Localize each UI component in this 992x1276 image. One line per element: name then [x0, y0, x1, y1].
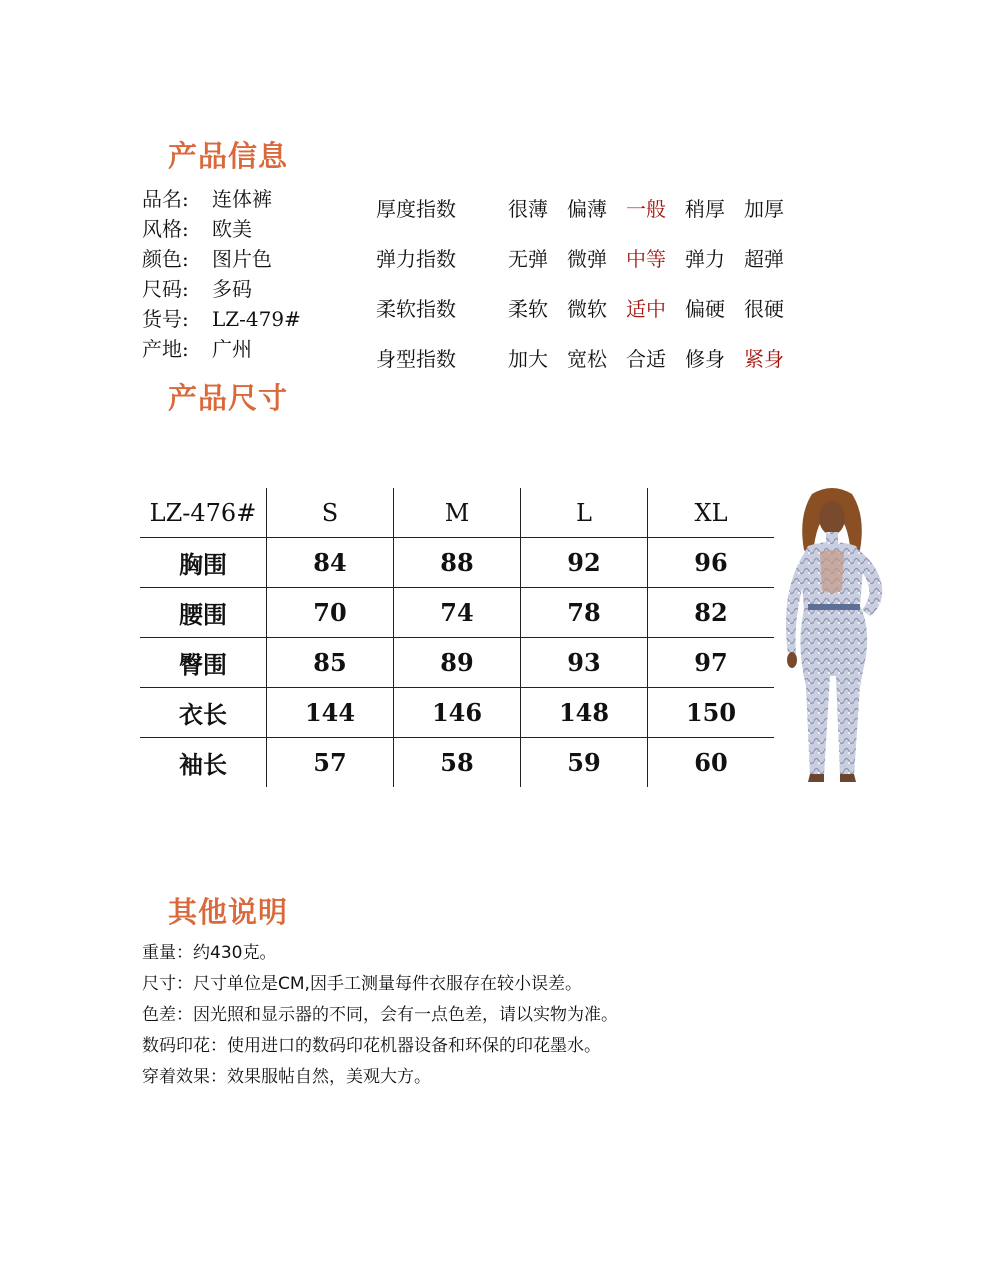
index-option: 无弹	[508, 246, 548, 271]
size-cell: 70	[267, 588, 394, 638]
size-header-cell: M	[394, 488, 521, 538]
size-cell: 85	[267, 638, 394, 688]
info-row	[142, 304, 301, 334]
size-row-label: 衣长	[140, 688, 267, 738]
size-section-title: 产品尺寸	[168, 381, 289, 415]
index-option: 偏薄	[567, 196, 607, 221]
index-option: 紧身	[744, 346, 784, 371]
info-value: 多码	[212, 277, 252, 301]
index-option: 适中	[626, 296, 666, 321]
index-option: 加大	[508, 346, 548, 371]
index-option: 宽松	[567, 346, 607, 371]
info-row	[142, 244, 301, 274]
size-header-cell: LZ-476#	[140, 488, 267, 538]
table-row	[140, 638, 774, 688]
size-cell: 84	[267, 538, 394, 588]
index-option: 偏硬	[685, 296, 725, 321]
index-option: 中等	[626, 246, 666, 271]
size-cell: 96	[648, 538, 775, 588]
index-grid	[376, 182, 803, 382]
info-key: 产地:	[142, 337, 189, 361]
size-cell: 144	[267, 688, 394, 738]
size-header-cell: XL	[648, 488, 775, 538]
table-row	[140, 688, 774, 738]
size-header-cell: L	[521, 488, 648, 538]
size-cell: 97	[648, 638, 775, 688]
note-line: 尺寸：尺寸单位是CM,因手工测量每件衣服存在较小误差。	[142, 974, 582, 994]
index-option: 很硬	[744, 296, 784, 321]
size-cell: 150	[648, 688, 775, 738]
index-row-elasticity	[376, 232, 803, 282]
info-value: LZ-479#	[212, 307, 301, 331]
size-cell: 88	[394, 538, 521, 588]
size-cell: 82	[648, 588, 775, 638]
notes-list	[142, 938, 618, 1093]
size-table	[140, 488, 774, 787]
index-option: 加厚	[744, 196, 784, 221]
info-row	[142, 214, 301, 244]
table-row	[140, 538, 774, 588]
note-line: 穿着效果：效果服帖自然，美观大方。	[142, 1067, 431, 1087]
table-row	[140, 588, 774, 638]
index-option: 超弹	[744, 246, 784, 271]
size-cell: 92	[521, 538, 648, 588]
size-cell: 146	[394, 688, 521, 738]
size-row-label: 腰围	[140, 588, 267, 638]
size-cell: 78	[521, 588, 648, 638]
info-section-title: 产品信息	[168, 139, 289, 173]
index-option: 很薄	[508, 196, 548, 221]
size-cell: 57	[267, 738, 394, 788]
index-option: 微弹	[567, 246, 607, 271]
index-row-fit	[376, 332, 803, 382]
index-option: 稍厚	[685, 196, 725, 221]
index-label: 柔软指数	[376, 296, 456, 321]
index-option: 微软	[567, 296, 607, 321]
index-option: 弹力	[685, 246, 725, 271]
size-cell: 148	[521, 688, 648, 738]
note-line: 色差：因光照和显示器的不同，会有一点色差，请以实物为准。	[142, 1005, 618, 1025]
info-key: 颜色:	[142, 247, 189, 271]
info-row	[142, 274, 301, 304]
size-row-label: 胸围	[140, 538, 267, 588]
size-table-header	[140, 488, 774, 538]
info-key: 尺码:	[142, 277, 189, 301]
note-line: 数码印花：使用进口的数码印花机器设备和环保的印花墨水。	[142, 1036, 601, 1056]
size-row-label: 臀围	[140, 638, 267, 688]
info-row	[142, 184, 301, 214]
size-cell: 74	[394, 588, 521, 638]
index-row-thickness	[376, 182, 803, 232]
size-cell: 89	[394, 638, 521, 688]
table-row	[140, 738, 774, 788]
size-cell: 60	[648, 738, 775, 788]
index-row-softness	[376, 282, 803, 332]
info-row	[142, 334, 301, 364]
info-value: 图片色	[212, 247, 272, 271]
model-photo-icon	[774, 486, 892, 782]
size-row-label: 袖长	[179, 750, 227, 779]
note-line: 重量：约430克。	[142, 943, 277, 963]
info-value: 连体裤	[212, 187, 272, 211]
index-option: 合适	[626, 346, 666, 371]
info-value: 欧美	[212, 217, 252, 241]
size-header-cell: S	[267, 488, 394, 538]
basic-info-list	[142, 184, 301, 364]
index-option: 一般	[626, 196, 666, 221]
other-section-title: 其他说明	[168, 895, 289, 929]
index-label: 弹力指数	[376, 246, 456, 271]
info-key: 货号:	[142, 307, 189, 331]
size-cell: 58	[394, 738, 521, 788]
index-option: 修身	[685, 346, 725, 371]
size-cell: 59	[521, 738, 648, 788]
info-value: 广州	[212, 337, 252, 361]
size-cell: 93	[521, 638, 648, 688]
info-key: 风格:	[142, 217, 189, 241]
index-label: 厚度指数	[376, 196, 456, 221]
index-option: 柔软	[508, 296, 548, 321]
index-label: 身型指数	[376, 346, 456, 371]
info-key: 品名:	[142, 187, 189, 211]
